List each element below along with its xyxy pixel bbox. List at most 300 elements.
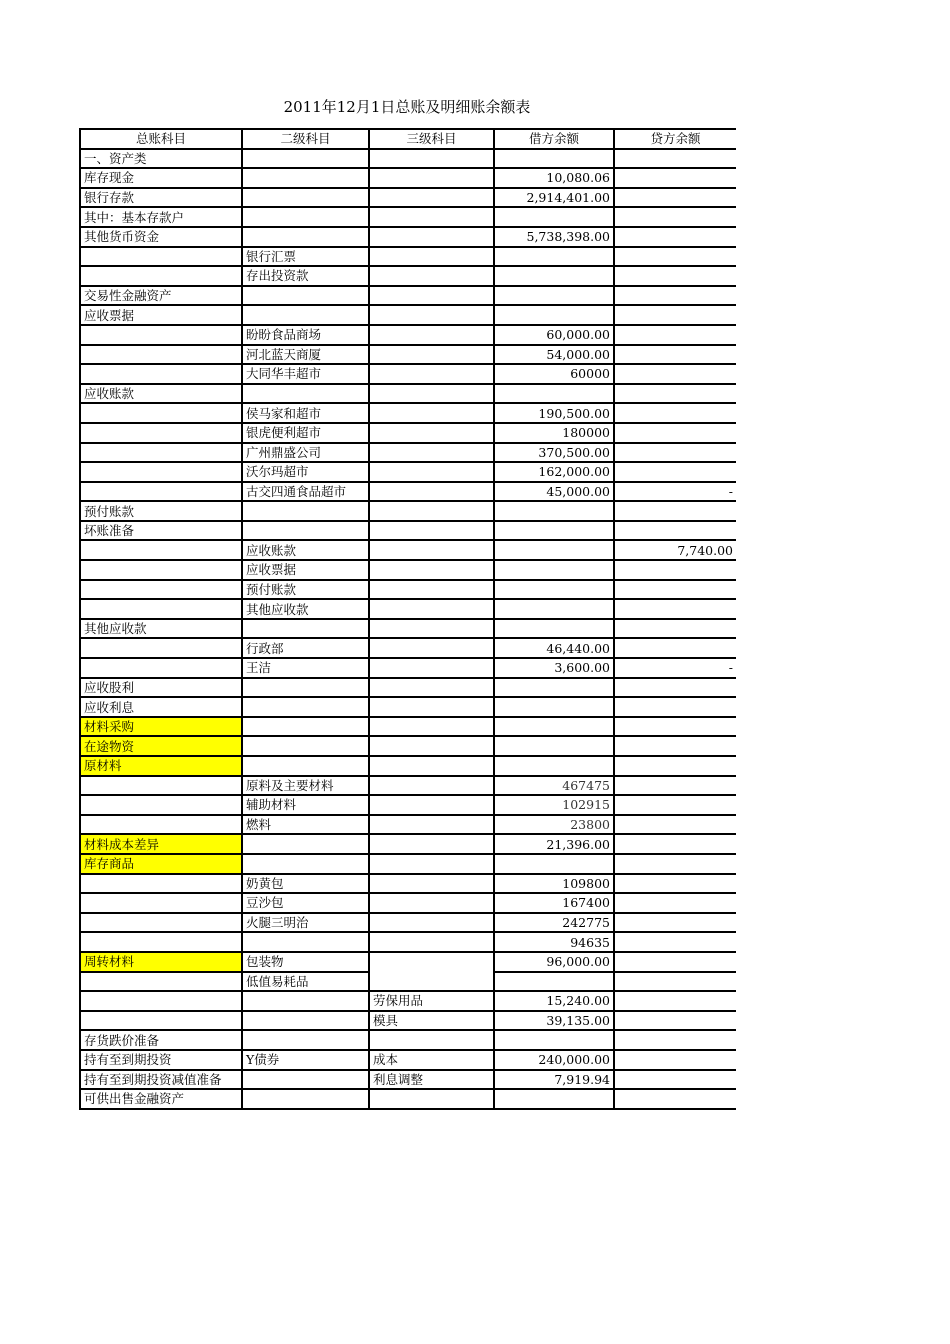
table-row xyxy=(80,227,736,247)
secondary-account-cell[interactable] xyxy=(242,717,369,737)
table-row xyxy=(80,345,736,365)
general-account-cell[interactable]: 其中：基本存款户 xyxy=(80,207,242,227)
debit-balance-cell[interactable] xyxy=(494,207,614,227)
table-row xyxy=(80,305,736,325)
credit-balance-cell[interactable] xyxy=(614,247,736,267)
table-row xyxy=(80,168,736,188)
debit-balance-cell[interactable]: 3,600.00 xyxy=(494,658,614,678)
tertiary-account-cell[interactable]: 模具 xyxy=(369,1011,494,1031)
general-account-cell[interactable] xyxy=(80,913,242,933)
credit-balance-cell[interactable] xyxy=(614,1089,736,1109)
general-account-cell[interactable] xyxy=(80,580,242,600)
general-account-cell[interactable] xyxy=(80,403,242,423)
general-account-cell[interactable] xyxy=(80,482,242,502)
general-account-cell[interactable]: 持有至到期投资减值准备 xyxy=(80,1070,242,1090)
general-account-cell[interactable]: 坏账准备 xyxy=(80,521,242,541)
general-account-cell[interactable] xyxy=(80,540,242,560)
header-secondary-account[interactable]: 二级科目 xyxy=(242,129,369,149)
debit-balance-cell[interactable] xyxy=(494,972,614,992)
table-row xyxy=(80,776,736,796)
general-account-cell[interactable]: 应收账款 xyxy=(80,384,242,404)
tertiary-account-cell[interactable]: 劳保用品 xyxy=(369,991,494,1011)
general-account-cell[interactable] xyxy=(80,893,242,913)
table-row xyxy=(80,423,736,443)
tertiary-account-cell[interactable] xyxy=(369,149,494,169)
tertiary-account-cell[interactable] xyxy=(369,834,494,854)
table-row xyxy=(80,266,736,286)
secondary-account-cell[interactable] xyxy=(242,227,369,247)
tertiary-account-cell[interactable] xyxy=(369,403,494,423)
credit-balance-cell[interactable] xyxy=(614,227,736,247)
tertiary-account-cell[interactable] xyxy=(369,1089,494,1109)
table-row xyxy=(80,1050,736,1070)
credit-balance-cell[interactable] xyxy=(614,717,736,737)
credit-balance-cell[interactable] xyxy=(614,815,736,835)
debit-balance-cell[interactable]: 46,440.00 xyxy=(494,638,614,658)
secondary-account-cell[interactable] xyxy=(242,286,369,306)
tertiary-account-cell[interactable] xyxy=(369,227,494,247)
secondary-account-cell[interactable]: 银虎便利超市 xyxy=(242,423,369,443)
table-row xyxy=(80,991,736,1011)
credit-balance-cell[interactable] xyxy=(614,834,736,854)
tertiary-account-cell[interactable] xyxy=(369,247,494,267)
secondary-account-cell[interactable]: 广州鼎盛公司 xyxy=(242,443,369,463)
debit-balance-cell[interactable]: 370,500.00 xyxy=(494,443,614,463)
table-row xyxy=(80,247,736,267)
tertiary-account-cell[interactable] xyxy=(369,952,494,972)
debit-balance-cell[interactable]: 60,000.00 xyxy=(494,325,614,345)
secondary-account-cell[interactable] xyxy=(242,932,369,952)
secondary-account-cell[interactable] xyxy=(242,1089,369,1109)
tertiary-account-cell[interactable] xyxy=(369,913,494,933)
debit-balance-cell[interactable]: 109800 xyxy=(494,874,614,894)
debit-balance-cell[interactable]: 96,000.00 xyxy=(494,952,614,972)
debit-balance-cell[interactable] xyxy=(494,678,614,698)
debit-balance-cell[interactable] xyxy=(494,756,614,776)
secondary-account-cell[interactable]: 辅助材料 xyxy=(242,795,369,815)
credit-balance-cell[interactable] xyxy=(614,168,736,188)
debit-balance-cell[interactable] xyxy=(494,580,614,600)
secondary-account-cell[interactable]: 河北蓝天商厦 xyxy=(242,345,369,365)
table-row xyxy=(80,795,736,815)
general-account-cell[interactable]: 材料采购 xyxy=(80,717,242,737)
general-account-cell[interactable] xyxy=(80,423,242,443)
general-account-cell[interactable] xyxy=(80,560,242,580)
secondary-account-cell[interactable]: 低值易耗品 xyxy=(242,972,369,992)
credit-balance-cell[interactable] xyxy=(614,1070,736,1090)
general-account-cell[interactable]: 交易性金融资产 xyxy=(80,286,242,306)
tertiary-account-cell[interactable] xyxy=(369,266,494,286)
secondary-account-cell[interactable]: Y债券 xyxy=(242,1050,369,1070)
credit-balance-cell[interactable] xyxy=(614,893,736,913)
general-account-cell[interactable]: 材料成本差异 xyxy=(80,834,242,854)
debit-balance-cell[interactable]: 5,738,398.00 xyxy=(494,227,614,247)
table-row xyxy=(80,207,736,227)
tertiary-account-cell[interactable] xyxy=(369,580,494,600)
debit-balance-cell[interactable] xyxy=(494,736,614,756)
credit-balance-cell[interactable] xyxy=(614,403,736,423)
credit-balance-cell[interactable] xyxy=(614,638,736,658)
table-row xyxy=(80,913,736,933)
tertiary-account-cell[interactable] xyxy=(369,540,494,560)
debit-balance-cell[interactable]: 94635 xyxy=(494,932,614,952)
credit-balance-cell[interactable] xyxy=(614,952,736,972)
credit-balance-cell[interactable] xyxy=(614,384,736,404)
table-row xyxy=(80,286,736,306)
general-account-cell[interactable]: 应收利息 xyxy=(80,697,242,717)
secondary-account-cell[interactable]: 包装物 xyxy=(242,952,369,972)
general-account-cell[interactable]: 应收股利 xyxy=(80,678,242,698)
credit-balance-cell[interactable] xyxy=(614,795,736,815)
credit-balance-cell[interactable] xyxy=(614,266,736,286)
tertiary-account-cell[interactable] xyxy=(369,188,494,208)
debit-balance-cell[interactable] xyxy=(494,560,614,580)
table-row xyxy=(80,364,736,384)
header-debit-balance[interactable]: 借方余额 xyxy=(494,129,614,149)
secondary-account-cell[interactable] xyxy=(242,305,369,325)
general-account-cell[interactable]: 其他应收款 xyxy=(80,619,242,639)
general-account-cell[interactable]: 原材料 xyxy=(80,756,242,776)
debit-balance-cell[interactable]: 45,000.00 xyxy=(494,482,614,502)
credit-balance-cell[interactable]: 7,740.00 xyxy=(614,540,736,560)
general-account-cell[interactable] xyxy=(80,364,242,384)
secondary-account-cell[interactable] xyxy=(242,991,369,1011)
debit-balance-cell[interactable]: 102915 xyxy=(494,795,614,815)
general-account-cell[interactable]: 周转材料 xyxy=(80,952,242,972)
secondary-account-cell[interactable]: 奶黄包 xyxy=(242,874,369,894)
tertiary-account-cell[interactable] xyxy=(369,521,494,541)
general-account-cell[interactable] xyxy=(80,776,242,796)
credit-balance-cell[interactable] xyxy=(614,619,736,639)
table-row xyxy=(80,874,736,894)
tertiary-account-cell[interactable] xyxy=(369,678,494,698)
tertiary-account-cell[interactable] xyxy=(369,736,494,756)
credit-balance-cell[interactable] xyxy=(614,149,736,169)
debit-balance-cell[interactable]: 10,080.06 xyxy=(494,168,614,188)
secondary-account-cell[interactable]: 火腿三明治 xyxy=(242,913,369,933)
general-account-cell[interactable]: 应收票据 xyxy=(80,305,242,325)
tertiary-account-cell[interactable]: 利息调整 xyxy=(369,1070,494,1090)
debit-balance-cell[interactable]: 242775 xyxy=(494,913,614,933)
secondary-account-cell[interactable] xyxy=(242,168,369,188)
secondary-account-cell[interactable] xyxy=(242,697,369,717)
table-row xyxy=(80,482,736,502)
debit-balance-cell[interactable]: 15,240.00 xyxy=(494,991,614,1011)
debit-balance-cell[interactable] xyxy=(494,501,614,521)
tertiary-account-cell[interactable] xyxy=(369,756,494,776)
secondary-account-cell[interactable]: 盼盼食品商场 xyxy=(242,325,369,345)
tertiary-account-cell[interactable] xyxy=(369,443,494,463)
credit-balance-cell[interactable] xyxy=(614,286,736,306)
credit-balance-cell[interactable] xyxy=(614,501,736,521)
credit-balance-cell[interactable] xyxy=(614,345,736,365)
secondary-account-cell[interactable]: 燃料 xyxy=(242,815,369,835)
credit-balance-cell[interactable] xyxy=(614,305,736,325)
debit-balance-cell[interactable]: 23800 xyxy=(494,815,614,835)
table-row xyxy=(80,580,736,600)
credit-balance-cell[interactable] xyxy=(614,580,736,600)
debit-balance-cell[interactable]: 39,135.00 xyxy=(494,1011,614,1031)
table-row xyxy=(80,599,736,619)
debit-balance-cell[interactable]: 467475 xyxy=(494,776,614,796)
tertiary-account-cell[interactable] xyxy=(369,854,494,874)
header-row xyxy=(80,129,736,149)
general-account-cell[interactable]: 持有至到期投资 xyxy=(80,1050,242,1070)
general-account-cell[interactable] xyxy=(80,932,242,952)
secondary-account-cell[interactable]: 古交四通食品超市 xyxy=(242,482,369,502)
credit-balance-cell[interactable] xyxy=(614,423,736,443)
tertiary-account-cell[interactable] xyxy=(369,776,494,796)
table-row xyxy=(80,952,736,972)
secondary-account-cell[interactable]: 行政部 xyxy=(242,638,369,658)
header-tertiary-account[interactable]: 三级科目 xyxy=(369,129,494,149)
credit-balance-cell[interactable] xyxy=(614,776,736,796)
table-row xyxy=(80,188,736,208)
tertiary-account-cell[interactable] xyxy=(369,874,494,894)
debit-balance-cell[interactable]: 167400 xyxy=(494,893,614,913)
tertiary-account-cell[interactable] xyxy=(369,599,494,619)
credit-balance-cell[interactable] xyxy=(614,462,736,482)
tertiary-account-cell[interactable] xyxy=(369,462,494,482)
credit-balance-cell[interactable] xyxy=(614,736,736,756)
general-account-cell[interactable] xyxy=(80,443,242,463)
table-row xyxy=(80,149,736,169)
tertiary-account-cell[interactable] xyxy=(369,795,494,815)
debit-balance-cell[interactable] xyxy=(494,697,614,717)
tertiary-account-cell[interactable] xyxy=(369,638,494,658)
credit-balance-cell[interactable] xyxy=(614,560,736,580)
tertiary-account-cell[interactable] xyxy=(369,697,494,717)
header-general-account[interactable]: 总账科目 xyxy=(80,129,242,149)
general-account-cell[interactable] xyxy=(80,638,242,658)
table-row xyxy=(80,638,736,658)
tertiary-account-cell[interactable] xyxy=(369,345,494,365)
secondary-account-cell[interactable] xyxy=(242,756,369,776)
credit-balance-cell[interactable] xyxy=(614,932,736,952)
general-account-cell[interactable]: 其他货币资金 xyxy=(80,227,242,247)
credit-balance-cell[interactable] xyxy=(614,913,736,933)
credit-balance-cell[interactable] xyxy=(614,697,736,717)
credit-balance-cell[interactable] xyxy=(614,678,736,698)
secondary-account-cell[interactable] xyxy=(242,188,369,208)
secondary-account-cell[interactable] xyxy=(242,678,369,698)
table-row xyxy=(80,717,736,737)
table-row xyxy=(80,1011,736,1031)
debit-balance-cell[interactable]: 54,000.00 xyxy=(494,345,614,365)
tertiary-account-cell[interactable] xyxy=(369,972,494,992)
debit-balance-cell[interactable]: 2,914,401.00 xyxy=(494,188,614,208)
table-row xyxy=(80,325,736,345)
general-account-cell[interactable] xyxy=(80,972,242,992)
tertiary-account-cell[interactable] xyxy=(369,286,494,306)
debit-balance-cell[interactable]: 240,000.00 xyxy=(494,1050,614,1070)
table-row xyxy=(80,540,736,560)
general-account-cell[interactable] xyxy=(80,658,242,678)
debit-balance-cell[interactable]: 21,396.00 xyxy=(494,834,614,854)
general-account-cell[interactable] xyxy=(80,247,242,267)
table-row xyxy=(80,462,736,482)
debit-balance-cell[interactable] xyxy=(494,854,614,874)
credit-balance-cell[interactable] xyxy=(614,972,736,992)
general-account-cell[interactable]: 库存商品 xyxy=(80,854,242,874)
table-row xyxy=(80,697,736,717)
table-row xyxy=(80,1089,736,1109)
tertiary-account-cell[interactable] xyxy=(369,717,494,737)
debit-balance-cell[interactable] xyxy=(494,266,614,286)
table-row xyxy=(80,736,736,756)
table-row xyxy=(80,1030,736,1050)
table-row xyxy=(80,972,736,992)
tertiary-account-cell[interactable] xyxy=(369,168,494,188)
debit-balance-cell[interactable] xyxy=(494,619,614,639)
secondary-account-cell[interactable]: 侯马家和超市 xyxy=(242,403,369,423)
secondary-account-cell[interactable] xyxy=(242,834,369,854)
tertiary-account-cell[interactable] xyxy=(369,501,494,521)
debit-balance-cell[interactable] xyxy=(494,1089,614,1109)
secondary-account-cell[interactable] xyxy=(242,736,369,756)
tertiary-account-cell[interactable] xyxy=(369,305,494,325)
header-credit-balance[interactable]: 贷方余额 xyxy=(614,129,736,149)
table-row xyxy=(80,384,736,404)
secondary-account-cell[interactable]: 银行汇票 xyxy=(242,247,369,267)
tertiary-account-cell[interactable] xyxy=(369,423,494,443)
debit-balance-cell[interactable]: 7,919.94 xyxy=(494,1070,614,1090)
secondary-account-cell[interactable]: 应收票据 xyxy=(242,560,369,580)
table-row xyxy=(80,560,736,580)
table-row xyxy=(80,893,736,913)
debit-balance-cell[interactable] xyxy=(494,599,614,619)
secondary-account-cell[interactable] xyxy=(242,384,369,404)
debit-balance-cell[interactable]: 162,000.00 xyxy=(494,462,614,482)
general-account-cell[interactable] xyxy=(80,599,242,619)
debit-balance-cell[interactable]: 180000 xyxy=(494,423,614,443)
tertiary-account-cell[interactable] xyxy=(369,325,494,345)
secondary-account-cell[interactable] xyxy=(242,1011,369,1031)
table-row xyxy=(80,678,736,698)
secondary-account-cell[interactable]: 原料及主要材料 xyxy=(242,776,369,796)
debit-balance-cell[interactable] xyxy=(494,305,614,325)
tertiary-account-cell[interactable] xyxy=(369,932,494,952)
general-account-cell[interactable] xyxy=(80,795,242,815)
debit-balance-cell[interactable] xyxy=(494,1030,614,1050)
tertiary-account-cell[interactable] xyxy=(369,619,494,639)
debit-balance-cell[interactable] xyxy=(494,384,614,404)
credit-balance-cell[interactable] xyxy=(614,364,736,384)
table-row xyxy=(80,443,736,463)
debit-balance-cell[interactable] xyxy=(494,286,614,306)
general-account-cell[interactable]: 存货跌价准备 xyxy=(80,1030,242,1050)
general-account-cell[interactable] xyxy=(80,266,242,286)
ledger-table xyxy=(79,128,736,1110)
credit-balance-cell[interactable] xyxy=(614,756,736,776)
secondary-account-cell[interactable]: 大同华丰超市 xyxy=(242,364,369,384)
secondary-account-cell[interactable]: 沃尔玛超市 xyxy=(242,462,369,482)
secondary-account-cell[interactable]: 王洁 xyxy=(242,658,369,678)
secondary-account-cell[interactable] xyxy=(242,149,369,169)
general-account-cell[interactable]: 一、资产类 xyxy=(80,149,242,169)
tertiary-account-cell[interactable]: 成本 xyxy=(369,1050,494,1070)
debit-balance-cell[interactable]: 60000 xyxy=(494,364,614,384)
secondary-account-cell[interactable] xyxy=(242,854,369,874)
debit-balance-cell[interactable]: 190,500.00 xyxy=(494,403,614,423)
credit-balance-cell[interactable] xyxy=(614,1030,736,1050)
credit-balance-cell[interactable] xyxy=(614,521,736,541)
secondary-account-cell[interactable] xyxy=(242,619,369,639)
general-account-cell[interactable] xyxy=(80,874,242,894)
table-row xyxy=(80,815,736,835)
tertiary-account-cell[interactable] xyxy=(369,560,494,580)
general-account-cell[interactable]: 在途物资 xyxy=(80,736,242,756)
secondary-account-cell[interactable]: 其他应收款 xyxy=(242,599,369,619)
secondary-account-cell[interactable] xyxy=(242,1070,369,1090)
credit-balance-cell[interactable] xyxy=(614,1011,736,1031)
general-account-cell[interactable] xyxy=(80,462,242,482)
debit-balance-cell[interactable] xyxy=(494,149,614,169)
general-account-cell[interactable] xyxy=(80,1011,242,1031)
credit-balance-cell[interactable] xyxy=(614,443,736,463)
general-account-cell[interactable] xyxy=(80,325,242,345)
table-row xyxy=(80,403,736,423)
tertiary-account-cell[interactable] xyxy=(369,815,494,835)
tertiary-account-cell[interactable] xyxy=(369,893,494,913)
debit-balance-cell[interactable] xyxy=(494,717,614,737)
debit-balance-cell[interactable] xyxy=(494,540,614,560)
secondary-account-cell[interactable] xyxy=(242,501,369,521)
credit-balance-cell[interactable]: - xyxy=(614,658,736,678)
general-account-cell[interactable] xyxy=(80,345,242,365)
tertiary-account-cell[interactable] xyxy=(369,384,494,404)
table-row xyxy=(80,658,736,678)
sheet-title: 2011年12月1日总账及明细账余额表 xyxy=(283,98,531,116)
general-account-cell[interactable]: 预付账款 xyxy=(80,501,242,521)
table-row xyxy=(80,1070,736,1090)
credit-balance-cell[interactable] xyxy=(614,1050,736,1070)
secondary-account-cell[interactable]: 豆沙包 xyxy=(242,893,369,913)
general-account-cell[interactable] xyxy=(80,815,242,835)
credit-balance-cell[interactable] xyxy=(614,874,736,894)
secondary-account-cell[interactable] xyxy=(242,1030,369,1050)
tertiary-account-cell[interactable] xyxy=(369,1030,494,1050)
credit-balance-cell[interactable] xyxy=(614,599,736,619)
table-row xyxy=(80,619,736,639)
general-account-cell[interactable]: 库存现金 xyxy=(80,168,242,188)
table-row xyxy=(80,854,736,874)
credit-balance-cell[interactable]: - xyxy=(614,482,736,502)
secondary-account-cell[interactable] xyxy=(242,521,369,541)
debit-balance-cell[interactable] xyxy=(494,521,614,541)
general-account-cell[interactable]: 银行存款 xyxy=(80,188,242,208)
table-row xyxy=(80,834,736,854)
debit-balance-cell[interactable] xyxy=(494,247,614,267)
credit-balance-cell[interactable] xyxy=(614,207,736,227)
general-account-cell[interactable]: 可供出售金融资产 xyxy=(80,1089,242,1109)
general-account-cell[interactable] xyxy=(80,991,242,1011)
secondary-account-cell[interactable]: 应收账款 xyxy=(242,540,369,560)
table-row xyxy=(80,501,736,521)
secondary-account-cell[interactable]: 存出投资款 xyxy=(242,266,369,286)
tertiary-account-cell[interactable] xyxy=(369,207,494,227)
tertiary-account-cell[interactable] xyxy=(369,658,494,678)
credit-balance-cell[interactable] xyxy=(614,991,736,1011)
secondary-account-cell[interactable] xyxy=(242,207,369,227)
table-row xyxy=(80,756,736,776)
credit-balance-cell[interactable] xyxy=(614,325,736,345)
credit-balance-cell[interactable] xyxy=(614,854,736,874)
tertiary-account-cell[interactable] xyxy=(369,482,494,502)
credit-balance-cell[interactable] xyxy=(614,188,736,208)
tertiary-account-cell[interactable] xyxy=(369,364,494,384)
secondary-account-cell[interactable]: 预付账款 xyxy=(242,580,369,600)
